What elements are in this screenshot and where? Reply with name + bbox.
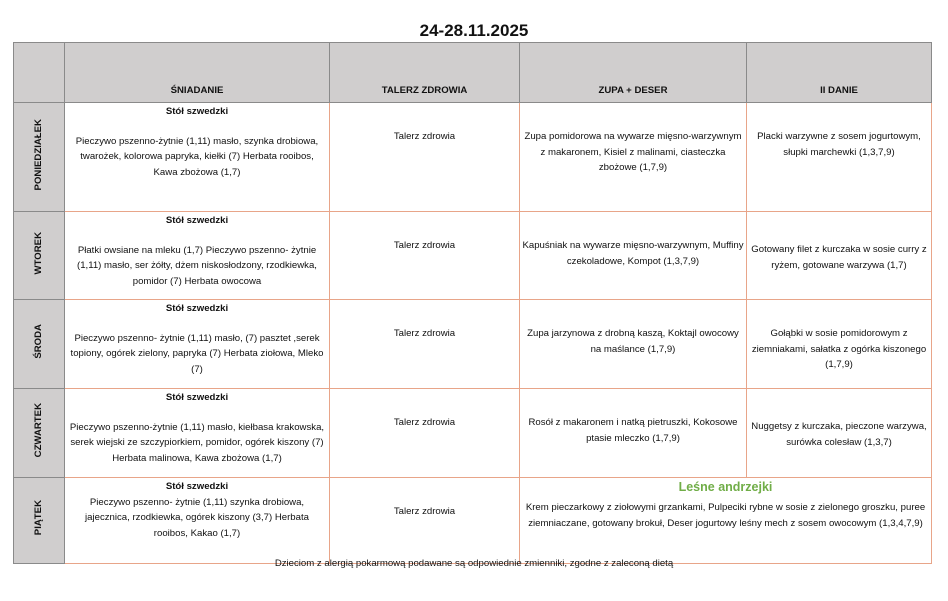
talerz-cell: Talerz zdrowia xyxy=(330,103,520,212)
talerz-cell: Talerz zdrowia xyxy=(330,300,520,389)
day-label-friday: PIĄTEK xyxy=(14,478,65,564)
zupa-cell: Rosół z makaronem i natką pietruszki, Kokosowe ptasie mleczko (1,7,9) xyxy=(520,389,747,478)
breakfast-text: Pieczywo pszenno-żytnie (1,11) masło, kiełbasa krakowska, serek wiejski ze szczypiorkiem, pomidor, ogórek kiszony (7) Herbata malinowa, Kawa zbożowa (1,7) xyxy=(69,421,325,464)
talerz-cell: Talerz zdrowia xyxy=(330,478,520,564)
header-zupa-deser: ZUPA + DESER xyxy=(520,43,747,103)
breakfast-cell xyxy=(65,300,330,389)
danie-cell: Placki warzywne z sosem jogurtowym, słupki marchewki (1,3,7,9) xyxy=(747,103,932,212)
menu-table xyxy=(13,42,932,564)
breakfast-heading: Stół szwedzki xyxy=(165,481,229,492)
breakfast-heading: Stół szwedzki xyxy=(165,106,229,117)
breakfast-cell xyxy=(65,389,330,478)
breakfast-cell xyxy=(65,103,330,212)
allergy-footer: Dzieciom z alergią pokarmową podawane są odpowiednie zmienniki, zgodne z zaleconą dietą xyxy=(274,558,674,569)
table-row xyxy=(14,478,932,564)
breakfast-text: Pieczywo pszenno-żytnie (1,11) masło, szynka drobiowa, twarożek, kolorowa papryka, kiełki (7) Herbata rooibos, Kawa zbożowa (1,7) xyxy=(75,135,319,178)
breakfast-heading: Stół szwedzki xyxy=(165,392,229,403)
special-cell xyxy=(520,478,932,564)
day-label-monday: PONIEDZIAŁEK xyxy=(14,103,65,212)
table-row xyxy=(14,103,932,212)
breakfast-heading: Stół szwedzki xyxy=(165,303,229,314)
breakfast-cell xyxy=(65,478,330,564)
page-title: 24-28.11.2025 xyxy=(419,21,529,40)
table-row xyxy=(14,212,932,300)
breakfast-text: Pieczywo pszenno- żytnie (1,11) masło, (7) pasztet ,serek topiony, ogórek zielony, papryka (7) Herbata ziołowa, Mleko (7) xyxy=(70,332,324,375)
table-row xyxy=(14,300,932,389)
header-sniadanie: ŚNIADANIE xyxy=(65,43,330,103)
talerz-cell: Talerz zdrowia xyxy=(330,212,520,300)
breakfast-cell xyxy=(65,212,330,300)
special-text: Krem pieczarkowy z ziołowymi grzankami, Pulpeciki rybne w sosie z zielonego groszku, puree ziemniaczane, gotowany brokuł, Deser jogurtowy leśny mech z sosem owocowym (1,3,4,7,9) xyxy=(525,502,926,529)
breakfast-text: Płatki owsiane na mleku (1,7) Pieczywo pszenno- żytnie (1,11) masło, ser żółty, dżem niskosłodzony, rzodkiewka, pomidor (7) Herbata owocowa xyxy=(77,244,317,287)
day-label-tuesday: WTOREK xyxy=(14,212,65,300)
breakfast-text: Pieczywo pszenno- żytnie (1,11) szynka drobiowa, jajecznica, rzodkiewka, ogórek kiszony (3,7) Herbata rooibos, Kakao (1,7) xyxy=(85,496,309,539)
day-label-thursday: CZWARTEK xyxy=(14,389,65,478)
danie-cell: Gotowany filet z kurczaka w sosie curry z ryżem, gotowane warzywa (1,7) xyxy=(747,212,932,300)
danie-cell: Gołąbki w sosie pomidorowym z ziemniakami, sałatka z ogórka kiszonego (1,7,9) xyxy=(747,300,932,389)
breakfast-heading: Stół szwedzki xyxy=(165,215,229,226)
danie-cell: Nuggetsy z kurczaka, pieczone warzywa, surówka colesław (1,3,7) xyxy=(747,389,932,478)
special-title: Leśne andrzejki xyxy=(678,480,773,494)
day-label-wednesday: ŚRODA xyxy=(14,300,65,389)
talerz-cell: Talerz zdrowia xyxy=(330,389,520,478)
header-row xyxy=(14,43,932,103)
table-row xyxy=(14,389,932,478)
header-corner xyxy=(14,43,65,103)
header-ii-danie: II DANIE xyxy=(747,43,932,103)
zupa-cell: Zupa jarzynowa z drobną kaszą, Koktajl owocowy na maślance (1,7,9) xyxy=(520,300,747,389)
header-talerz-zdrowia: TALERZ ZDROWIA xyxy=(330,43,520,103)
zupa-cell: Kapuśniak na wywarze mięsno-warzywnym, Muffiny czekoladowe, Kompot (1,3,7,9) xyxy=(520,212,747,300)
zupa-cell: Zupa pomidorowa na wywarze mięsno-warzywnym z makaronem, Kisiel z malinami, ciasteczka zbożowe (1,7,9) xyxy=(520,103,747,212)
